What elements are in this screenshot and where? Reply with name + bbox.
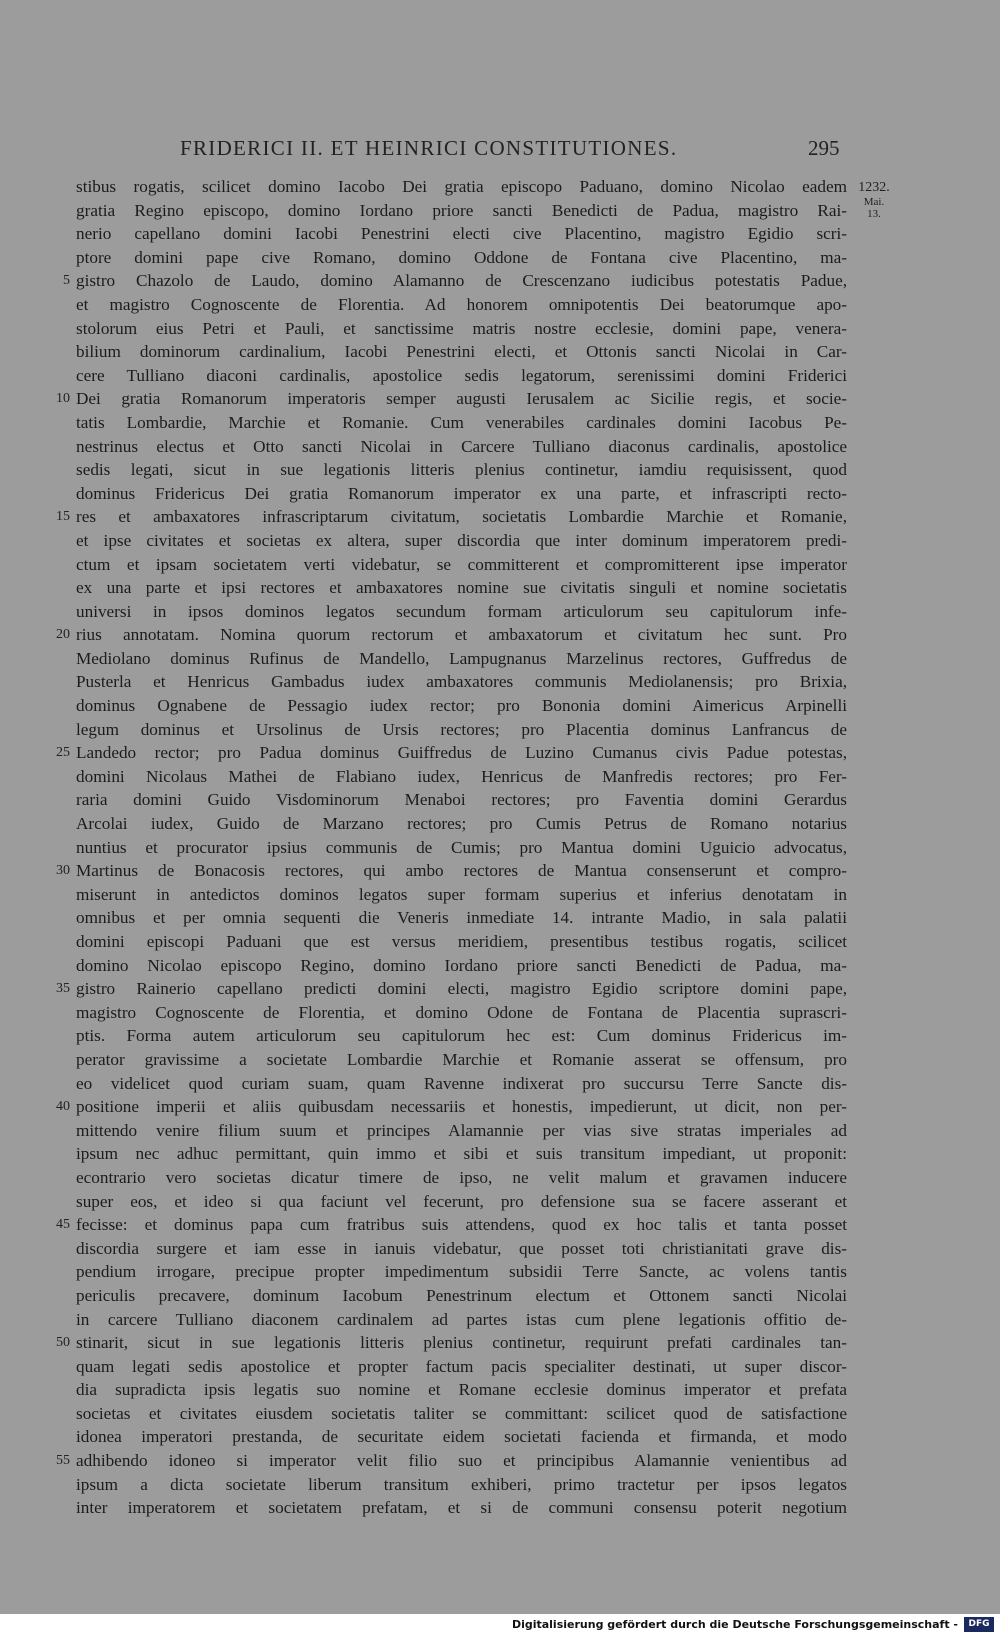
text-line	[0, 883, 1000, 907]
line-text: Arcolai iudex, Guido de Marzano rectores; pro Cumis Petrus de Romano notarius	[76, 814, 847, 834]
text-line	[0, 175, 1000, 199]
margin-note-year: 1232.	[858, 180, 890, 195]
line-number: 35	[56, 981, 70, 997]
margin-note-day: 13.	[867, 208, 881, 220]
line-text: dominus Fridericus Dei gratia Romanorum imperator ex una parte, et infrascripti recto-	[76, 483, 847, 503]
text-line	[0, 1142, 1000, 1166]
line-text: ipsum a dicta societate liberum transitum exhiberi, primo tractetur per ipsos legatos	[76, 1474, 847, 1494]
line-text: dia supradicta ipsis legatis suo nomine et Romane ecclesie dominus imperator et prefata	[76, 1380, 847, 1400]
text-line	[0, 1496, 1000, 1520]
line-text: Dei gratia Romanorum imperatoris semper augusti Ierusalem ac Sicilie regis, et socie-	[76, 389, 847, 409]
line-text: mittendo venire filium suum et principes Alamannie per vias sive stratas imperiales ad	[76, 1120, 847, 1140]
running-head: FRIDERICI II. ET HEINRICI CONSTITUTIONES.	[180, 136, 678, 160]
line-number: 15	[56, 509, 70, 525]
line-text: ptore domini pape cive Romano, domino Oddone de Fontana cive Placentino, ma-	[76, 247, 847, 267]
body-text	[0, 175, 1000, 1520]
line-text: idonea imperatori prestanda, de securitate eidem societati facienda et firmanda, et modo	[76, 1427, 847, 1447]
line-text: legum dominus et Ursolinus de Ursis rectores; pro Placentia dominus Lanfrancus de	[76, 719, 847, 739]
line-text: Martinus de Bonacosis rectores, qui ambo rectores de Mantua consenserunt et compro-	[76, 861, 847, 881]
footer-bar	[0, 1614, 1000, 1636]
text-line	[0, 977, 1000, 1001]
text-line	[0, 1473, 1000, 1497]
line-text: dominus Ognabene de Pessagio iudex rector; pro Bononia domini Aimericus Arpinelli	[76, 696, 847, 716]
line-text: adhibendo idoneo si imperator velit filio suo et principibus Alamannie venientibus ad	[76, 1451, 847, 1471]
line-text: res et ambaxatores infrascriptarum civitatum, societatis Lombardie Marchie et Romanie,	[76, 507, 847, 527]
line-text: quam legati sedis apostolice et propter factum pacis specialiter destinati, ut super discor-	[76, 1356, 847, 1376]
line-text: nerio capellano domini Iacobi Penestrini electi cive Placentino, magistro Egidio scri-	[76, 224, 847, 244]
text-line	[0, 1402, 1000, 1426]
line-text: stolorum eius Petri et Pauli, et sanctissime matris nostre ecclesie, domini pape, venera-	[76, 318, 847, 338]
line-text: magistro Cognoscente de Florentia, et domino Odone de Fontana de Placentia suprascri-	[76, 1002, 847, 1022]
text-line	[0, 1449, 1000, 1473]
line-text: eo videlicet quod curiam suam, quam Ravenne indixerat pro succursu Terre Sancte dis-	[76, 1073, 847, 1093]
text-line	[0, 1284, 1000, 1308]
text-line	[0, 788, 1000, 812]
text-line	[0, 954, 1000, 978]
text-line	[0, 1378, 1000, 1402]
text-line	[0, 1425, 1000, 1449]
line-number: 20	[56, 627, 70, 643]
line-text: stinarit, sicut in sue legationis litteris plenius continetur, requirunt prefati cardinales tan-	[76, 1333, 847, 1353]
line-text: sedis legati, sicut in sue legationis litteris plenius continetur, iamdiu requisissent, quod	[76, 460, 847, 480]
text-line	[0, 505, 1000, 529]
text-line	[0, 553, 1000, 577]
text-line	[0, 623, 1000, 647]
text-line	[0, 906, 1000, 930]
text-line	[0, 529, 1000, 553]
line-text: perator gravissime a societate Lombardie Marchie et Romanie asserat se offensum, pro	[76, 1049, 847, 1069]
text-line	[0, 1024, 1000, 1048]
line-number: 5	[63, 273, 70, 289]
line-text: domini episcopi Paduani que est versus meridiem, presentibus testibus rogatis, scilicet	[76, 932, 847, 951]
line-text: ctum et ipsam societatem verti videbatur, se committerent et compromitterent ipse imperator	[76, 554, 847, 574]
text-line	[0, 246, 1000, 270]
line-text: nestrinus electus et Otto sancti Nicolai in Carcere Tulliano diaconus cardinalis, apostolice	[76, 436, 847, 456]
text-line	[0, 1355, 1000, 1379]
text-line	[0, 718, 1000, 742]
line-text: pendium irrogare, precipue propter impedimentum subsidii Terre Sancte, ac volens tantis	[76, 1262, 847, 1282]
line-text: bilium dominorum cardinalium, Iacobi Penestrini electi, et Ottonis sancti Nicolai in Car-	[76, 342, 847, 362]
line-text: cere Tulliano diaconi cardinalis, apostolice sedis legatorum, serenissimi domini Friderici	[76, 365, 847, 385]
text-line	[0, 1166, 1000, 1190]
line-text: rius annotatam. Nomina quorum rectorum et ambaxatorum et civitatum hec sunt. Pro	[76, 625, 847, 645]
text-line	[0, 482, 1000, 506]
text-line	[0, 1190, 1000, 1214]
text-line	[0, 647, 1000, 671]
line-text: ipsum nec adhuc permittant, quin immo et sibi et suis transitum impediant, ut proponit:	[76, 1144, 847, 1164]
text-line	[0, 1260, 1000, 1284]
text-line	[0, 199, 1000, 223]
line-text: positione imperii et aliis quibusdam necessariis et honestis, impedierunt, ut dicit, non per-	[76, 1097, 847, 1117]
line-text: gratia Regino episcopo, domino Iordano priore sancti Benedicti de Padua, magistro Rai-	[76, 200, 847, 220]
text-line	[0, 812, 1000, 836]
dfg-logo: DFG	[964, 1617, 994, 1632]
line-number: 30	[56, 863, 70, 879]
text-line	[0, 1048, 1000, 1072]
text-line	[0, 269, 1000, 293]
text-line	[0, 364, 1000, 388]
text-line	[0, 576, 1000, 600]
line-number: 45	[56, 1217, 70, 1233]
line-text: discordia surgere et iam esse in ianuis videbatur, que posset toti christianitati grave dis-	[76, 1238, 847, 1258]
text-line	[0, 600, 1000, 624]
line-text: gistro Chazolo de Laudo, domino Alamanno de Crescenzano iudicibus potestatis Padue,	[76, 271, 847, 291]
line-number: 50	[56, 1335, 70, 1351]
line-number: 25	[56, 745, 70, 761]
text-line	[0, 317, 1000, 341]
line-text: nuntius et procurator ipsius communis de Cumis; pro Mantua domini Uguicio advocatus,	[76, 837, 847, 857]
line-text: miserunt in antedictos dominos legatos super formam superius et inferius denotatam in	[76, 884, 847, 904]
line-text: societas et civitates eiusdem societatis taliter se committant: scilicet quod de satisfactione	[76, 1403, 847, 1423]
line-text: ex una parte et ipsi rectores et ambaxatores nomine sue civitatis singuli et nomine societatis	[76, 578, 847, 598]
text-line	[0, 340, 1000, 364]
line-text: ptis. Forma autem articulorum seu capitulorum hec est: Cum dominus Fridericus im-	[76, 1026, 847, 1046]
line-text: periculis precavere, dominum Iacobum Penestrinum electum et Ottonem sancti Nicolai	[76, 1285, 847, 1305]
line-text: tatis Lombardie, Marchie et Romanie. Cum venerabiles cardinales domini Iacobus Pe-	[76, 412, 847, 432]
text-line	[0, 741, 1000, 765]
line-number: 10	[56, 391, 70, 407]
text-line	[0, 1001, 1000, 1025]
line-text: inter imperatorem et societatem prefatam, et si de communi consensu poterit negotium	[76, 1498, 847, 1518]
margin-note-month: Mai.	[863, 196, 885, 208]
text-line	[0, 1237, 1000, 1261]
line-text: in carcere Tulliano diaconem cardinalem ad partes istas cum plene legationis offitio de-	[76, 1309, 847, 1329]
text-line	[0, 1308, 1000, 1332]
text-line	[0, 859, 1000, 883]
line-text: econtrario vero societas dicatur timere de ipso, ne velit malum et gravamen inducere	[76, 1167, 847, 1187]
line-text: omnibus et per omnia sequenti die Veneris inmediate 14. intrante Madio, in sala palatii	[76, 908, 847, 928]
line-text: et ipse civitates et societas ex altera, super discordia que inter dominum imperatorem predi-	[76, 530, 847, 550]
text-line	[0, 694, 1000, 718]
text-line	[0, 458, 1000, 482]
text-line	[0, 836, 1000, 860]
text-line	[0, 222, 1000, 246]
text-line	[0, 670, 1000, 694]
line-text: Pusterla et Henricus Gambadus iudex ambaxatores communis Mediolanensis; pro Brixia,	[76, 672, 847, 692]
text-line	[0, 1213, 1000, 1237]
line-text: universi in ipsos dominos legatos secundum formam articulorum seu capitulorum infe-	[76, 601, 847, 621]
text-line	[0, 930, 1000, 954]
line-text: et magistro Cognoscente de Florentia. Ad honorem omnipotentis Dei beatorumque apo-	[76, 294, 847, 314]
line-text: super eos, et ideo si qua faciunt vel fecerunt, pro defensione sua se facere asserant et	[76, 1191, 847, 1211]
line-text: raria domini Guido Visdominorum Menaboi rectores; pro Faventia domini Gerardus	[76, 790, 847, 810]
text-line	[0, 387, 1000, 411]
text-line	[0, 1119, 1000, 1143]
line-number: 40	[56, 1099, 70, 1115]
line-text: Mediolano dominus Rufinus de Mandello, Lampugnanus Marzelinus rectores, Guffredus de	[76, 648, 847, 668]
funding-notice: Digitalisierung gefördert durch die Deutsche Forschungsgemeinschaft -	[511, 1618, 958, 1631]
text-line	[0, 293, 1000, 317]
text-line	[0, 1072, 1000, 1096]
line-number: 55	[56, 1453, 70, 1469]
line-text: domini Nicolaus Mathei de Flabiano iudex, Henricus de Manfredis rectores; pro Fer-	[76, 766, 847, 786]
line-text: fecisse: et dominus papa cum fratribus suis attendens, quod ex hoc talis et tanta posset	[76, 1215, 847, 1235]
page-number: 295	[808, 136, 840, 160]
line-text: stibus rogatis, scilicet domino Iacobo Dei gratia episcopo Paduano, domino Nicolao eadem	[76, 177, 847, 196]
line-text: Landedo rector; pro Padua dominus Guiffredus de Luzino Cumanus civis Padue potestas,	[76, 743, 847, 763]
text-line	[0, 1095, 1000, 1119]
text-line	[0, 765, 1000, 789]
text-line	[0, 411, 1000, 435]
text-line	[0, 1331, 1000, 1355]
line-text: gistro Rainerio capellano predicti domini electi, magistro Egidio scriptore domini pape,	[76, 979, 847, 999]
text-line	[0, 435, 1000, 459]
line-text: domino Nicolao episcopo Regino, domino Iordano priore sancti Benedicti de Padua, ma-	[76, 955, 847, 975]
